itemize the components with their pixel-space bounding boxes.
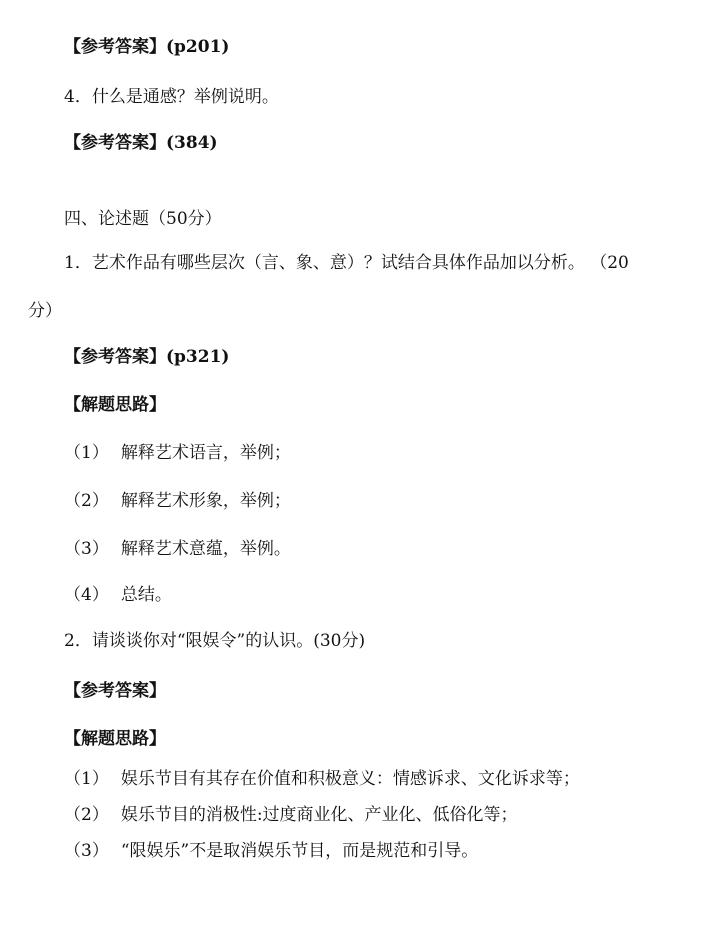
essay-question-1: 1．艺术作品有哪些层次（言、象、意）？试结合具体作品加以分析。 （20 (64, 253, 629, 273)
list-item-text: 娱乐节目的消极性:过度商业化、产业化、低俗化等； (120, 805, 518, 825)
list-item-number: （1） (64, 769, 109, 789)
list-item-number: （2） (64, 805, 109, 825)
reference-answer-label: 【参考答案】(p321) (64, 347, 230, 367)
essay-question-2: 2．请谈谈你对“限娱令”的认识。(30分) (64, 631, 366, 651)
list-item (64, 768, 580, 790)
list-item (64, 490, 291, 512)
list-item (64, 442, 291, 464)
section-heading-essay: 四、论述题（50分） (64, 209, 222, 229)
list-item-text: “限娱乐”不是取消娱乐节目，而是规范和引导。 (120, 841, 479, 861)
reference-answer-label: 【参考答案】(384) (64, 133, 218, 153)
list-item (64, 584, 172, 606)
list-item-number: （3） (64, 841, 109, 861)
list-item (64, 538, 291, 560)
question-4: 4．什么是通感？举例说明。 (64, 87, 279, 107)
reference-answer-label: 【参考答案】(p201) (64, 37, 230, 57)
solution-approach-label: 【解题思路】 (64, 729, 166, 749)
list-item-text: 娱乐节目有其存在价值和积极意义：情感诉求、文化诉求等； (120, 769, 580, 789)
list-item-text: 总结。 (120, 585, 172, 605)
solution-approach-label: 【解题思路】 (64, 395, 166, 415)
list-item (64, 840, 478, 862)
essay-question-1-continued: 分） (28, 301, 62, 321)
list-item (64, 804, 518, 826)
list-item-number: （4） (64, 585, 109, 605)
list-item-text: 解释艺术意蕴，举例。 (120, 539, 291, 559)
reference-answer-label: 【参考答案】 (64, 681, 166, 701)
list-item-text: 解释艺术形象，举例； (120, 491, 291, 511)
list-item-text: 解释艺术语言，举例； (120, 443, 291, 463)
list-item-number: （3） (64, 539, 109, 559)
list-item-number: （1） (64, 443, 109, 463)
list-item-number: （2） (64, 491, 109, 511)
